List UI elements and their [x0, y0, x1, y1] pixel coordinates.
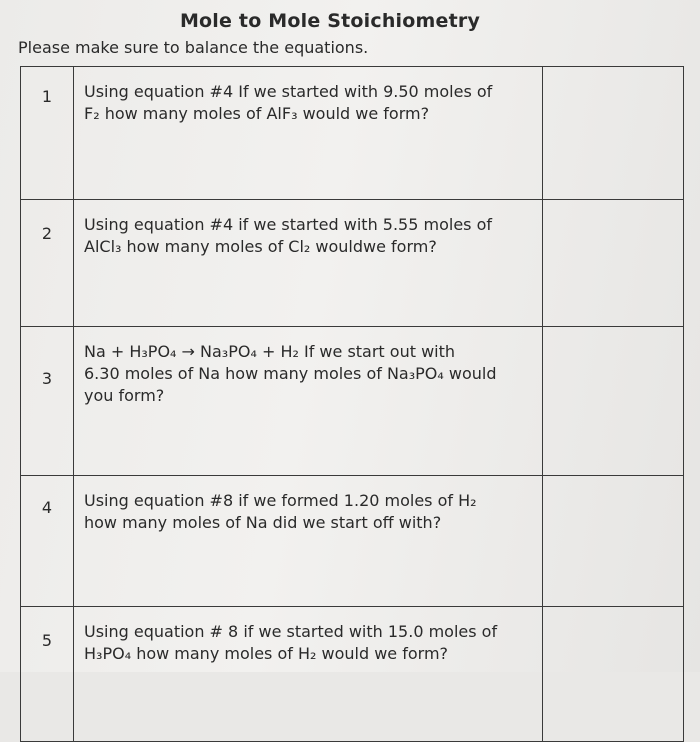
question-text-cell: [74, 67, 543, 200]
question-text: Using equation #4 If we started with 9.50 moles of F₂ how many moles of AlF₃ would we form?: [84, 82, 493, 123]
question-number: 3: [41, 369, 53, 388]
question-text: Using equation #4 if we started with 5.55 moles of AlCl₃ how many moles of Cl₂ wouldwe form?: [84, 215, 493, 256]
question-number-cell: [21, 607, 74, 742]
question-number: 1: [41, 87, 53, 106]
question-number-cell: [21, 200, 74, 327]
question-text-cell: [74, 327, 543, 476]
table-row: [21, 476, 684, 607]
question-number-cell: [21, 67, 74, 200]
table-row: [21, 607, 684, 742]
question-number: 5: [41, 631, 53, 650]
question-text-cell: [74, 607, 543, 742]
table-row: [21, 327, 684, 476]
table-row: [21, 67, 684, 200]
question-text-cell: [74, 200, 543, 327]
question-text-cell: [74, 476, 543, 607]
answer-cell[interactable]: [543, 67, 684, 200]
answer-cell[interactable]: [543, 476, 684, 607]
question-text: Using equation #8 if we formed 1.20 moles of H₂ how many moles of Na did we start off with?: [84, 491, 477, 532]
answer-cell[interactable]: [543, 200, 684, 327]
question-text: Na + H₃PO₄ → Na₃PO₄ + H₂ If we start out with 6.30 moles of Na how many moles of Na₃PO₄ would you form?: [84, 342, 497, 405]
page-title: Mole to Mole Stoichiometry: [179, 10, 481, 32]
table-row: [21, 200, 684, 327]
answer-cell[interactable]: [543, 607, 684, 742]
answer-cell[interactable]: [543, 327, 684, 476]
question-number-cell: [21, 327, 74, 476]
question-text: Using equation # 8 if we started with 15.0 moles of H₃PO₄ how many moles of H₂ would we form?: [84, 622, 498, 663]
instructions-text: Please make sure to balance the equations.: [18, 38, 369, 57]
question-number: 2: [41, 224, 53, 243]
question-table: [20, 66, 684, 742]
question-number: 4: [41, 498, 53, 517]
question-number-cell: [21, 476, 74, 607]
